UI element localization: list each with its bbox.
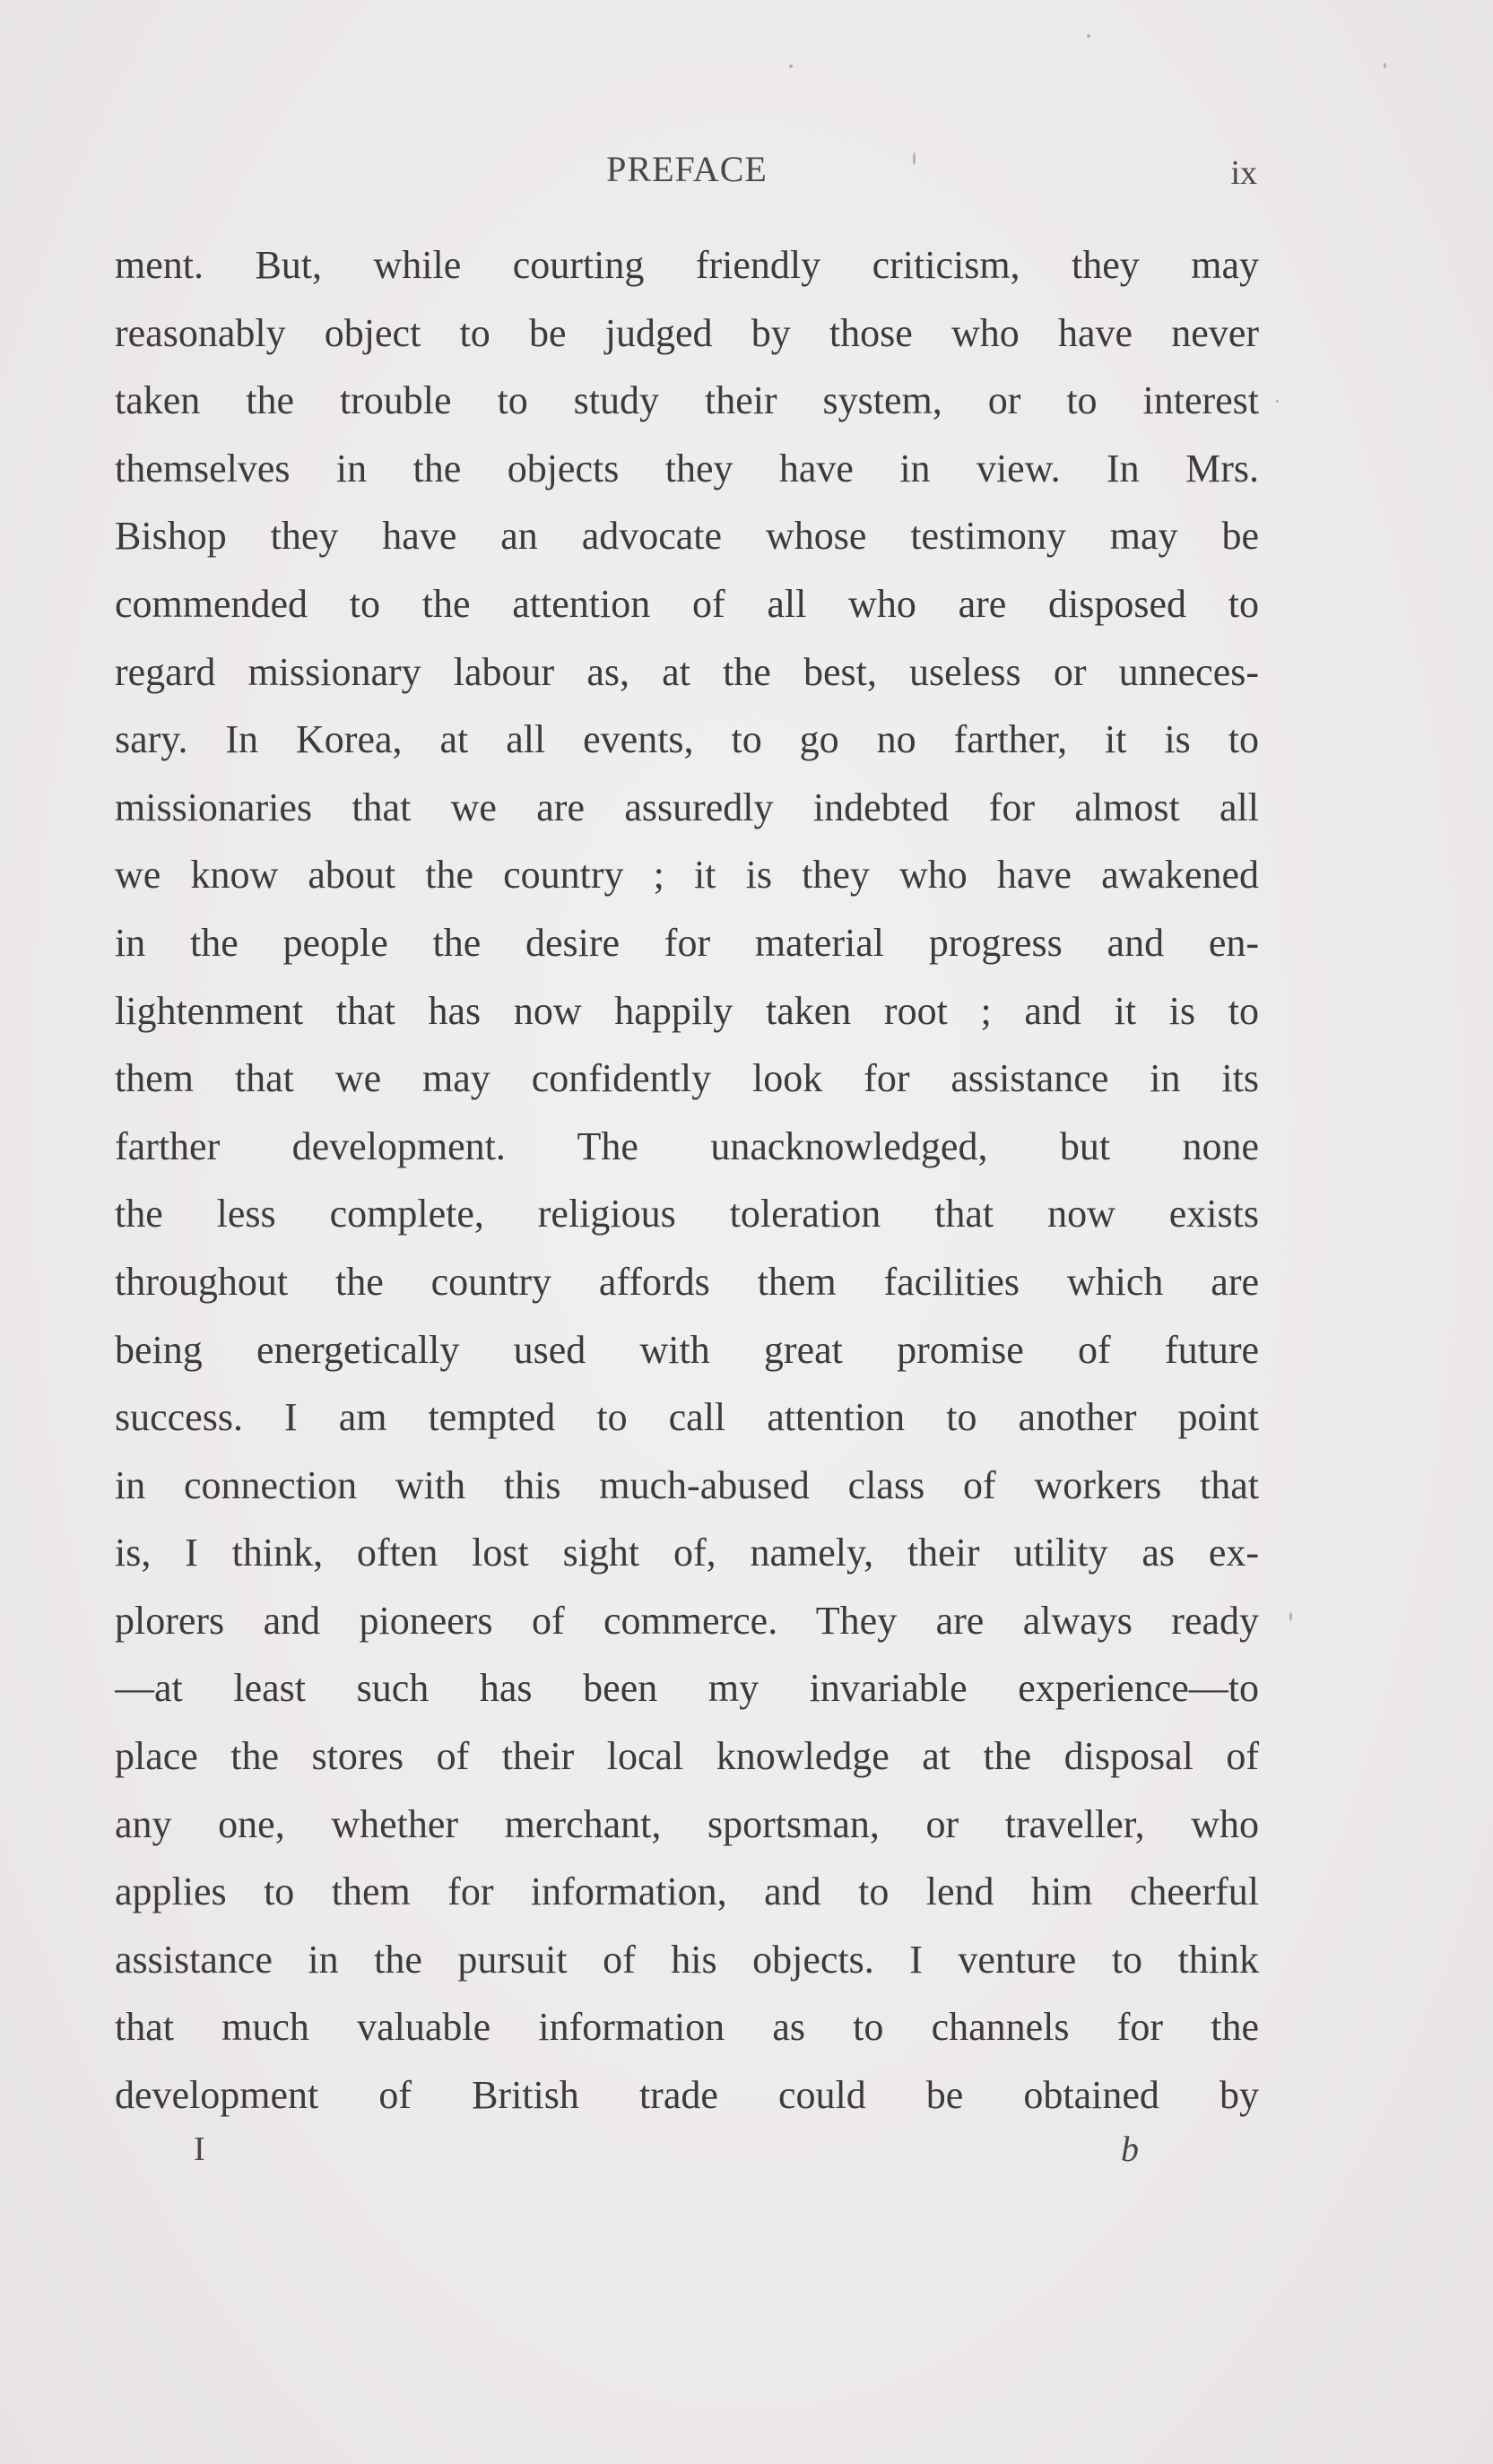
text-line: success. I am tempted to call attention to another point	[115, 1395, 1259, 1440]
text-line: throughout the country affords them facilities which are	[115, 1259, 1259, 1304]
text-line: taken the trouble to study their system, or to interest	[115, 378, 1259, 423]
text-line: being energetically used with great promise of future	[115, 1327, 1259, 1372]
text-line: Bishop they have an advocate whose testimony may be	[115, 514, 1259, 559]
text-line: is, I think, often lost sight of, namely, their utility as ex-	[115, 1531, 1259, 1575]
text-line: the less complete, religious toleration that now exists	[115, 1192, 1259, 1236]
text-line: farther development. The unacknowledged, but none	[115, 1124, 1259, 1168]
paper-speck	[913, 152, 916, 165]
running-head	[117, 148, 1257, 193]
paper-speck	[1289, 1612, 1292, 1621]
text-line: ment. But, while courting friendly criticism, they may	[115, 243, 1259, 287]
text-line: in the people the desire for material progress and en-	[115, 920, 1259, 965]
paper-speck	[789, 65, 793, 68]
text-line: regard missionary labour as, at the best, useless or unneces-	[115, 649, 1259, 694]
page-number: ix	[1230, 154, 1257, 192]
text-line: place the stores of their local knowledge at the disposal of	[115, 1734, 1259, 1779]
sheet-letter: b	[1121, 2129, 1139, 2169]
text-line: applies to them for information, and to lend him cheerful	[115, 1870, 1259, 1914]
text-line: reasonably object to be judged by those who have never	[115, 310, 1259, 355]
text-line: plorers and pioneers of commerce. They are always ready	[115, 1598, 1259, 1643]
text-line: in connection with this much-abused class of workers that	[115, 1462, 1259, 1507]
paper-speck	[1384, 63, 1386, 68]
text-line: missionaries that we are assuredly indebted for almost all	[115, 785, 1259, 829]
text-line: development of British trade could be obtained by	[115, 2073, 1259, 2118]
text-line: lightenment that has now happily taken root ; and it is to	[115, 988, 1259, 1033]
signature-mark: I	[194, 2130, 205, 2168]
text-line: that much valuable information as to channels for the	[115, 2005, 1259, 2050]
paper-speck	[1276, 400, 1279, 403]
text-line: any one, whether merchant, sportsman, or traveller, who	[115, 1801, 1259, 1846]
body-text	[115, 231, 1259, 2130]
text-line: assistance in the pursuit of his objects. I venture to think	[115, 1937, 1259, 1982]
paper-speck	[1087, 34, 1090, 38]
text-line: we know about the country ; it is they who have awakened	[115, 853, 1259, 898]
page-title: PREFACE	[606, 149, 768, 189]
text-line: sary. In Korea, at all events, to go no farther, it is to	[115, 717, 1259, 762]
text-line: themselves in the objects they have in view. In Mrs.	[115, 446, 1259, 490]
text-line: them that we may confidently look for assistance in its	[115, 1056, 1259, 1101]
text-line: commended to the attention of all who are disposed to	[115, 581, 1259, 626]
text-line: —at least such has been my invariable experience—to	[115, 1666, 1259, 1711]
